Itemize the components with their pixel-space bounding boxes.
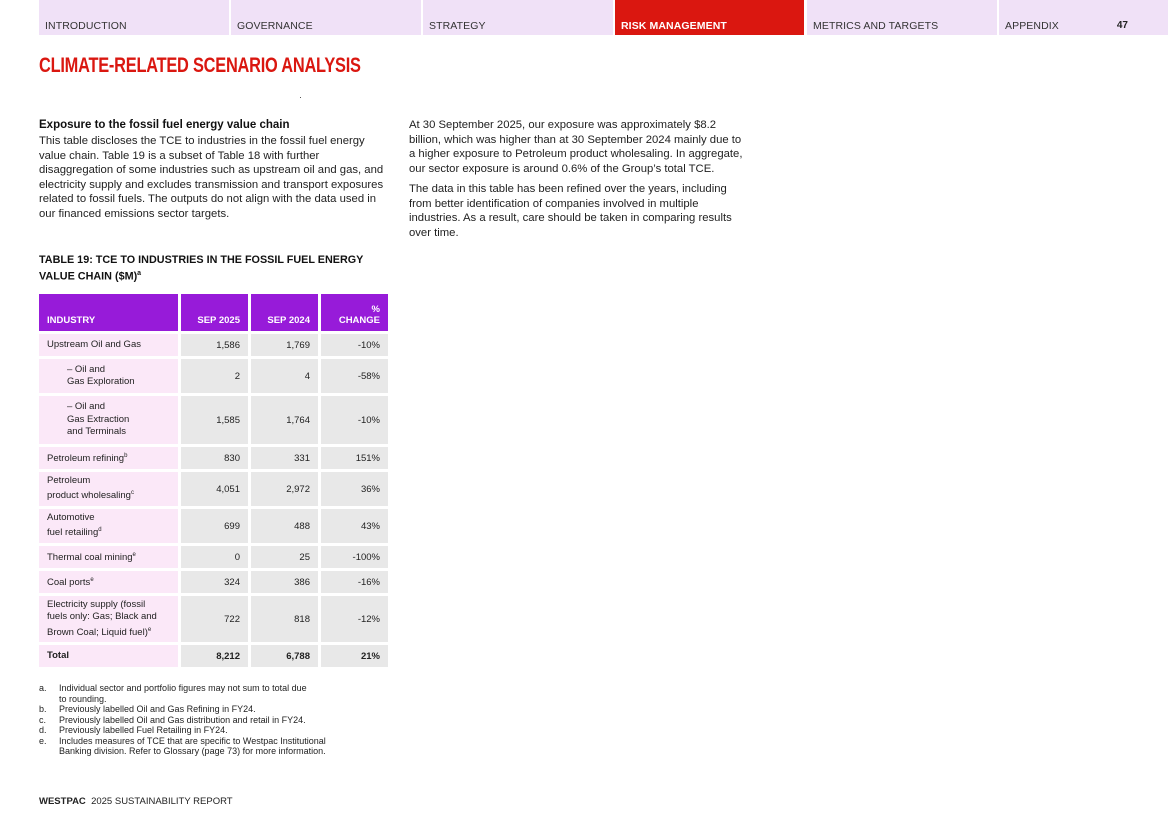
right-paragraph-2: The data in this table has been refined over the years, including from better identification of companies involved in multiple industries. As a result, care should be taken in comparing results over time. xyxy=(409,183,732,239)
right-paragraph-1: At 30 September 2025, our exposure was approximately $8.2 billion, which was higher than at 30 September 2024 mainly due to a higher exposure to Petroleum product wholesaling. In aggregate, our sector exposure is around 0.6% of the Group’s total TCE. xyxy=(409,119,743,175)
footnote-marker: d xyxy=(98,527,102,534)
table-row xyxy=(39,571,388,593)
intro-paragraph: This table discloses the TCE to industries in the fossil fuel energy value chain. Table 19 is a subset of Table 18 with further disaggregation of some industries such as upstream oil and gas, and electricity supply and excludes transmission and transport exposures related to fossil fuels. The outputs do not align with the data used in our financed emissions sector targets. xyxy=(39,135,384,220)
industry-line: Upstream Oil and Gas xyxy=(47,338,141,350)
value-sep-2024: 818 xyxy=(251,596,318,642)
footnote-line: Individual sector and portfolio figures may not sum to total due xyxy=(59,683,307,693)
table-total-row xyxy=(39,645,388,667)
footnotes xyxy=(39,683,391,757)
page-title: CLIMATE-RELATED SCENARIO ANALYSIS xyxy=(39,54,361,77)
industry-line: Petroleum xyxy=(47,474,91,486)
value-sep-2024: 331 xyxy=(251,447,318,469)
industry-line: Brown Coal; Liquid fuel) xyxy=(47,626,148,638)
right-column xyxy=(409,118,749,240)
industry-cell xyxy=(39,447,178,469)
footnote-line: Includes measures of TCE that are specific to Westpac Institutional xyxy=(59,735,326,746)
value-change: -10% xyxy=(321,334,388,356)
value-sep-2025: 1,586 xyxy=(181,334,248,356)
table-title-text: TABLE 19: TCE TO INDUSTRIES IN THE FOSSIL FUEL ENERGY VALUE CHAIN ($M) xyxy=(39,254,364,283)
footnote-letter: d. xyxy=(39,725,47,735)
footnote-line: Previously labelled Oil and Gas Refining in FY24. xyxy=(59,704,256,714)
footer-text: 2025 SUSTAINABILITY REPORT xyxy=(91,796,233,807)
footnote-line: Previously labelled Fuel Retailing in FY24. xyxy=(59,725,228,735)
tce-table xyxy=(36,291,391,670)
footnote-letter: c. xyxy=(39,714,47,725)
value-sep-2025: 8,212 xyxy=(181,645,248,667)
header-change xyxy=(321,294,388,331)
industry-line: and Terminals xyxy=(67,426,126,438)
tab-strategy[interactable]: STRATEGY xyxy=(423,0,613,35)
value-sep-2024: 6,788 xyxy=(251,645,318,667)
industry-cell xyxy=(39,509,178,543)
header-change-line1: % xyxy=(371,304,380,315)
value-sep-2024: 4 xyxy=(251,359,318,393)
industry-line-with-note xyxy=(47,487,170,503)
value-sep-2024: 25 xyxy=(251,546,318,568)
table-row xyxy=(39,334,388,356)
tab-appendix[interactable]: APPENDIX xyxy=(999,0,1168,35)
value-change: -100% xyxy=(321,546,388,568)
table-row xyxy=(39,396,388,444)
industry-line: Coal ports xyxy=(47,577,91,589)
footnote-marker: e xyxy=(147,626,152,633)
industry-cell xyxy=(39,546,178,568)
tab-governance[interactable]: GOVERNANCE xyxy=(231,0,421,35)
footnote-letter: b. xyxy=(39,704,47,714)
decorative-dot xyxy=(300,97,301,98)
header-industry: INDUSTRY xyxy=(39,294,178,331)
footnote-marker: e xyxy=(132,552,136,559)
value-sep-2024: 488 xyxy=(251,509,318,543)
footnote-text xyxy=(59,704,256,715)
table-row xyxy=(39,472,388,506)
industry-line: Thermal coal mining xyxy=(47,552,133,564)
value-sep-2025: 4,051 xyxy=(181,472,248,506)
industry-line: Gas Exploration xyxy=(67,376,135,387)
value-sep-2025: 1,585 xyxy=(181,396,248,444)
table-title-note: a xyxy=(137,270,142,277)
table-row xyxy=(39,509,388,543)
industry-line: Total xyxy=(47,649,69,661)
industry-cell xyxy=(39,596,178,642)
industry-cell xyxy=(39,472,178,506)
value-sep-2025: 324 xyxy=(181,571,248,593)
industry-cell xyxy=(39,396,178,444)
footnote-marker: e xyxy=(90,577,94,584)
footnote-text xyxy=(59,725,228,736)
value-sep-2025: 722 xyxy=(181,596,248,642)
footnote xyxy=(39,704,391,715)
footnote xyxy=(39,683,391,704)
header-change-line2: CHANGE xyxy=(338,315,380,326)
table-row xyxy=(39,447,388,469)
industry-line: – Oil and xyxy=(67,401,106,413)
value-change: -16% xyxy=(321,571,388,593)
industry-cell xyxy=(39,645,178,667)
footnote xyxy=(39,715,391,726)
value-sep-2025: 2 xyxy=(181,359,248,393)
value-sep-2025: 830 xyxy=(181,447,248,469)
footnote-letter: a. xyxy=(39,683,47,693)
industry-cell xyxy=(39,359,178,393)
industry-line-with-note xyxy=(47,450,170,466)
footnote xyxy=(39,725,391,736)
footnote-text xyxy=(59,683,307,704)
section-heading: Exposure to the fossil fuel energy value chain xyxy=(39,119,290,131)
industry-cell xyxy=(39,334,178,356)
footnote-letter: e. xyxy=(39,735,47,746)
industry-line: Gas Extraction xyxy=(67,413,130,425)
value-change: 21% xyxy=(321,645,388,667)
value-sep-2024: 1,769 xyxy=(251,334,318,356)
industry-line: product wholesaling xyxy=(47,490,131,502)
industry-line: – Oil and xyxy=(67,363,106,375)
value-change: -10% xyxy=(321,396,388,444)
industry-line: Electricity supply (fossil xyxy=(47,598,146,610)
value-sep-2024: 1,764 xyxy=(251,396,318,444)
tab-introduction[interactable]: INTRODUCTION xyxy=(39,0,229,35)
value-sep-2024: 386 xyxy=(251,571,318,593)
footnote-line: Banking division. Refer to Glossary (page 73) for more information. xyxy=(59,746,326,756)
footnote-line: Previously labelled Oil and Gas distribution and retail in FY24. xyxy=(59,714,306,725)
value-change: 43% xyxy=(321,509,388,543)
footnote xyxy=(39,736,391,757)
industry-line: fuel retailing xyxy=(47,527,99,539)
tab-metrics-and-targets[interactable]: METRICS AND TARGETS xyxy=(807,0,997,35)
footnote-line: to rounding. xyxy=(59,693,107,704)
header-sep-2024: SEP 2024 xyxy=(251,294,318,331)
value-change: 36% xyxy=(321,472,388,506)
value-change: -12% xyxy=(321,596,388,642)
tab-risk-management[interactable]: RISK MANAGEMENT xyxy=(615,0,804,35)
table-row xyxy=(39,359,388,393)
industry-line-with-note xyxy=(47,524,170,540)
table-header-row xyxy=(39,294,388,331)
industry-line-with-note xyxy=(47,574,170,590)
value-change: -58% xyxy=(321,359,388,393)
value-sep-2025: 0 xyxy=(181,546,248,568)
page-number: 47 xyxy=(1116,20,1128,31)
industry-cell xyxy=(39,571,178,593)
value-change: 151% xyxy=(321,447,388,469)
left-column xyxy=(39,118,391,221)
industry-line: Automotive xyxy=(47,511,95,523)
table-row xyxy=(39,596,388,642)
footnote-text xyxy=(59,715,306,726)
industry-line: Petroleum refining xyxy=(47,453,125,465)
footnote-marker: c xyxy=(130,490,134,497)
value-sep-2025: 699 xyxy=(181,509,248,543)
footnote-marker: b xyxy=(124,453,128,460)
top-navigation xyxy=(39,0,1168,35)
footnote-text xyxy=(59,736,326,757)
header-sep-2025: SEP 2025 xyxy=(181,294,248,331)
industry-line: fuels only: Gas; Black and xyxy=(47,611,157,623)
footer xyxy=(39,796,233,807)
value-sep-2024: 2,972 xyxy=(251,472,318,506)
industry-line-with-note xyxy=(47,549,170,565)
footer-brand: WESTPAC xyxy=(39,796,86,807)
table-row xyxy=(39,546,388,568)
table-title xyxy=(39,254,391,284)
industry-line-with-note xyxy=(47,624,170,640)
